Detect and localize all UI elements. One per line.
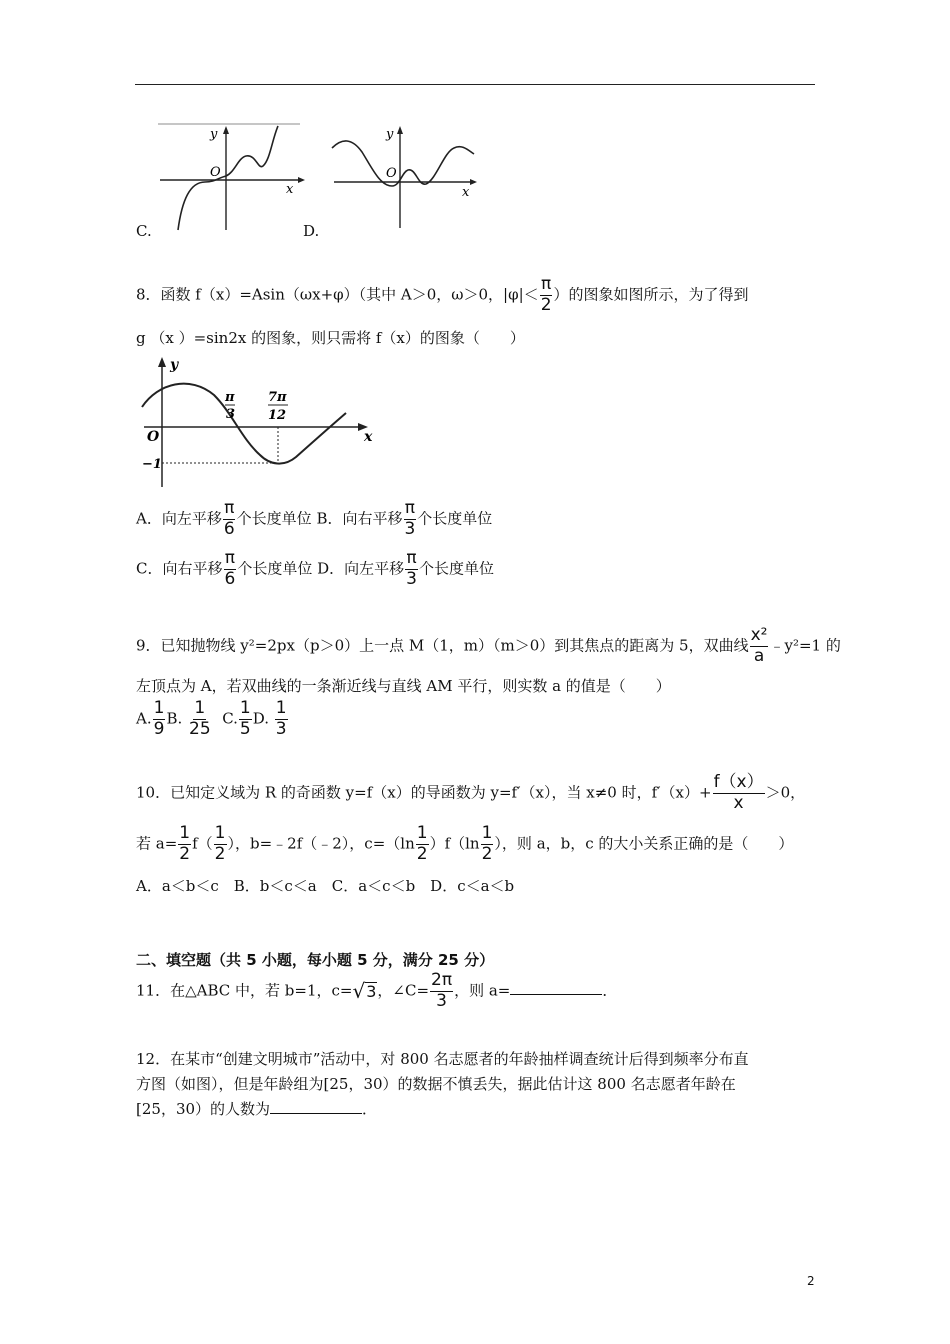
q8-options-ab xyxy=(136,500,492,539)
graph-c-y-label: y xyxy=(210,127,218,142)
q8-pi3-num: π xyxy=(225,390,235,405)
q10-half1 xyxy=(178,825,191,864)
q10-half1-den: 2 xyxy=(179,843,191,864)
q8-opt-c-num: π xyxy=(224,548,236,568)
q9-prefix: 9．已知抛物线 y²=2px（p＞0）上一点 M（1，m）（m＞0）到其焦点的距离为 5，双曲线 xyxy=(136,636,749,655)
q10-half3-den: 2 xyxy=(416,843,428,864)
q8-opt-c-den: 6 xyxy=(224,568,236,589)
q11-sqrt-val: 3 xyxy=(366,981,377,1001)
q9-options xyxy=(136,700,289,739)
q8-sine-curve xyxy=(142,384,346,464)
graph-c-origin: O xyxy=(210,165,221,180)
q8-minus1-label: −1 xyxy=(142,457,162,472)
q12-end: ． xyxy=(362,1100,378,1118)
q8-pi3-den: 3 xyxy=(226,407,236,422)
q12-answer-blank[interactable] xyxy=(270,1099,362,1114)
q8-opt-d-num: π xyxy=(406,548,417,568)
q8-opt-b-fraction xyxy=(403,500,416,539)
q9-opt-c-label: C. xyxy=(222,709,238,728)
q10-half2 xyxy=(214,825,227,864)
q10-half1-num: 1 xyxy=(179,823,191,843)
q8-opt-a-num: π xyxy=(224,498,235,518)
q11-fraction xyxy=(430,972,453,1011)
q8-phi-den: 2 xyxy=(540,294,552,315)
q9-fraction xyxy=(750,627,769,666)
q10-l2-c: ），b=﹣2f（﹣2），c=（ln xyxy=(227,834,415,853)
q9-opt-b-num: 1 xyxy=(194,698,206,718)
q8-line2: g （x ）=sin2x 的图象，则只需将 f（x）的图象（ ） xyxy=(136,329,525,347)
graph-d-origin: O xyxy=(386,166,397,181)
q8-7pi12-num: 7π xyxy=(268,390,287,405)
q10-half3 xyxy=(416,825,429,864)
q8-x-label: x xyxy=(364,429,373,445)
q10-half4 xyxy=(481,825,494,864)
q10-l2-a: 若 a= xyxy=(136,834,178,853)
q8-y-arrow xyxy=(158,357,166,367)
graph-c-x-arrow xyxy=(298,177,305,183)
q9-opt-c-num: 1 xyxy=(239,698,251,718)
page-number: 2 xyxy=(807,1274,815,1288)
graph-d-label: D. xyxy=(303,222,320,240)
q8-7pi12-den: 12 xyxy=(268,408,287,423)
q9-opt-c-den: 5 xyxy=(239,718,251,739)
q10-options: A．a＜b＜c B．b＜c＜a C．a＜c＜b D．c＜a＜b xyxy=(136,877,515,895)
q9-opt-a-num: 1 xyxy=(153,698,165,718)
q8-y-label: y xyxy=(170,357,179,373)
q10-l2-e: ），则 a，b，c 的大小关系正确的是（ ） xyxy=(494,834,794,853)
q8-opt-d-post: 个长度单位 xyxy=(418,559,494,578)
q8-phi-num: π xyxy=(540,274,552,294)
q9-line2: 左顶点为 A，若双曲线的一条渐近线与直线 AM 平行，则实数 a 的值是（ ） xyxy=(136,677,671,695)
q9-opt-d-fraction xyxy=(275,700,288,739)
q10-half4-den: 2 xyxy=(481,843,493,864)
q8-opt-d-fraction xyxy=(405,550,418,589)
q8-opt-c-post: 个长度单位 D．向左平移 xyxy=(237,559,405,578)
q9-opt-a-den: 9 xyxy=(153,718,165,739)
q9-frac-num: x² xyxy=(750,625,768,645)
q8-suffix: ）的图象如图所示，为了得到 xyxy=(553,285,749,304)
q8-opt-b-num: π xyxy=(404,498,415,518)
q10-half2-num: 1 xyxy=(214,823,226,843)
q10-l2-d: ）f（ln xyxy=(429,834,480,853)
q8-line1 xyxy=(136,276,749,315)
q9-opt-c-fraction xyxy=(239,700,252,739)
q8-opt-d-den: 3 xyxy=(406,568,417,589)
graph-c-label: C. xyxy=(136,222,152,240)
q8-opt-b-post: 个长度单位 xyxy=(417,509,493,528)
graph-c-figure xyxy=(150,120,305,232)
q12-line3-text: [25，30）的人数为 xyxy=(136,1100,271,1118)
q10-l2-b: f（ xyxy=(192,834,213,853)
q10-frac-num: f（x） xyxy=(713,772,764,792)
q8-opt-c-text: C．向右平移 xyxy=(136,559,223,578)
q10-suffix: ＞0， xyxy=(765,783,806,802)
q9-opt-d-label: D. xyxy=(252,709,270,728)
q8-opt-a-den: 6 xyxy=(223,518,235,539)
graph-c-y-arrow xyxy=(223,126,229,134)
q10-frac-den: x xyxy=(733,792,744,813)
q12-line2: 方图（如图），但是年龄组为[25，30）的数据不慎丢失，据此估计这 800 名志愿者年龄在 xyxy=(136,1075,736,1093)
graph-c-x-label: x xyxy=(286,182,294,197)
q9-opt-d-num: 1 xyxy=(275,698,287,718)
q8-origin: O xyxy=(147,429,160,445)
q11-frac-den: 3 xyxy=(436,990,447,1011)
q10-half2-den: 2 xyxy=(214,843,226,864)
q10-half4-num: 1 xyxy=(481,823,493,843)
q11-frac-num: 2π xyxy=(431,970,453,990)
q8-graph-figure xyxy=(138,355,378,490)
q11-end: ． xyxy=(602,981,618,1000)
q8-opt-a-fraction xyxy=(223,500,236,539)
q11-radical-icon: √ xyxy=(352,979,366,1004)
q10-line2 xyxy=(136,825,793,864)
q9-frac-den: a xyxy=(753,645,765,666)
graph-d-figure xyxy=(328,120,478,232)
graph-d-y-label: y xyxy=(386,127,394,142)
q8-opt-a-text: A．向左平移 xyxy=(136,509,222,528)
graph-d-x-arrow xyxy=(470,179,477,185)
q8-opt-b-den: 3 xyxy=(404,518,416,539)
q9-opt-d-den: 3 xyxy=(275,718,287,739)
q11-suffix: ，则 a= xyxy=(454,981,511,1000)
section2-heading: 二、填空题（共 5 小题，每小题 5 分，满分 25 分） xyxy=(136,951,495,969)
graph-c-curve xyxy=(178,126,278,230)
q8-options-cd xyxy=(136,550,494,589)
q8-opt-c-fraction xyxy=(223,550,236,589)
q11-mid: ，∠C= xyxy=(377,981,430,1000)
q10-half3-num: 1 xyxy=(416,823,428,843)
graph-d-y-arrow xyxy=(397,126,403,134)
q9-line1 xyxy=(136,627,841,666)
q11-answer-blank[interactable] xyxy=(510,980,602,995)
graph-d-curve xyxy=(332,141,474,186)
q8-phi-fraction xyxy=(540,276,553,315)
q9-suffix: ﹣y²=1 的 xyxy=(769,636,841,655)
q11-sqrt xyxy=(352,979,377,1004)
q9-opt-a-fraction xyxy=(153,700,166,739)
q8-prefix: 8．函数 f（x）=Asin（ωx+φ）（其中 A＞0，ω＞0，|φ|＜ xyxy=(136,285,539,304)
q10-prefix: 10．已知定义域为 R 的奇函数 y=f（x）的导函数为 y=f′（x），当 x≠0 时，f′（x）+ xyxy=(136,783,712,802)
q8-opt-a-post: 个长度单位 B．向右平移 xyxy=(236,509,403,528)
q10-fraction xyxy=(713,774,765,813)
q9-opt-a-label: A. xyxy=(136,709,152,728)
q12-line3 xyxy=(136,1098,377,1119)
q9-opt-b-fraction xyxy=(188,700,212,739)
graph-d-x-label: x xyxy=(462,185,470,200)
q9-opt-b-den: 25 xyxy=(189,718,211,739)
q11-prefix: 11．在△ABC 中，若 b=1，c= xyxy=(136,981,353,1000)
header-rule xyxy=(135,84,815,85)
q12-line1: 12．在某市“创建文明城市”活动中，对 800 名志愿者的年龄抽样调查统计后得到频率分布直 xyxy=(136,1050,749,1068)
q11-line xyxy=(136,972,617,1011)
q9-opt-b-label: B. xyxy=(166,709,183,728)
q10-line1 xyxy=(136,774,805,813)
